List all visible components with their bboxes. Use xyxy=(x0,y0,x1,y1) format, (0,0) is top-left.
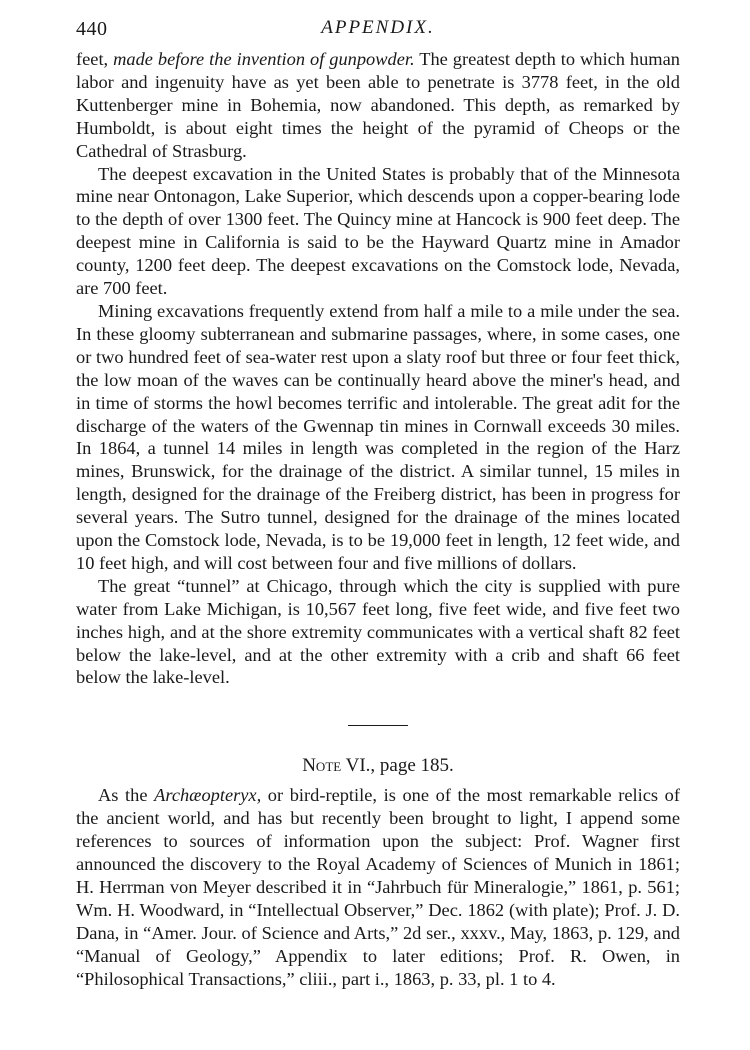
book-page xyxy=(76,14,680,991)
paragraph-text: The greatest depth to which human labor and ingenuity have as yet been able to penetrate is 3778 feet, in the old Kuttenberger mine in Bohemia, now abandoned. This depth, as remarked by Humboldt, is about eight times the height of the pyramid of Cheops or the Cathedral of Strasburg. xyxy=(76,49,680,161)
page-number: 440 xyxy=(76,18,108,40)
paragraph-archaeopteryx xyxy=(76,784,680,990)
paragraph-lead: As the xyxy=(98,785,155,806)
italic-phrase: made before the invention of gunpowder. xyxy=(113,49,415,69)
paragraph-us-excavations: The deepest excavation in the United States is probably that of the Minnesota mine near Ontonagon, Lake Superior, which descends upon a copper-bearing lode to the depth of over 1300 feet. The Quincy mine at Hancock is 900 feet deep. The deepest mine in California is said to be the Hayward Quartz mine in Amador county, 1200 feet deep. The deepest excavations on the Comstock lode, Nevada, are 700 feet. xyxy=(76,163,680,299)
note-heading-rest: VI., page 185. xyxy=(341,755,454,777)
running-title: APPENDIX. xyxy=(321,17,435,38)
paragraph-continued xyxy=(76,48,680,163)
paragraph-undersea-mining: Mining excavations frequently extend from half a mile to a mile under the sea. In these gloomy subterranean and submarine passages, where, in some cases, one or two hundred feet of sea-water rest upon a slaty roof but three or four feet thick, the low moan of the waves can be continually heard above the miner's head, and in time of storms the howl becomes terrific and intolerable. The great adit for the discharge of the waters of the Gwennap tin mines in Cornwall exceeds 30 miles. In 1864, a tunnel 14 miles in length was completed in the region of the Harz mines, Brunswick, for the drainage of the district. A similar tunnel, 15 miles in length, designed for the drainage of the Freiberg district, has been in progress for several years. The Sutro tunnel, designed for the drainage of the mines located upon the Comstock lode, Nevada, is to be 19,000 feet in length, 12 feet wide, and 10 feet high, and will cost between four and five millions of dollars. xyxy=(76,300,680,573)
note-heading-word: Note xyxy=(302,755,342,777)
paragraph-lead: feet, xyxy=(76,49,114,69)
section-divider xyxy=(348,725,408,726)
running-head xyxy=(76,14,680,48)
paragraph-chicago-tunnel: The great “tunnel” at Chicago, through which the city is supplied with pure water from Lake Michigan, is 10,567 feet long, five feet wide, and five feet two inches high, and at the shore extremity communicates with a vertical shaft 82 feet below the lake-level, and at the other extremity with a crib and shaft 66 feet below the lake-level. xyxy=(76,575,680,688)
italic-term: Archæopteryx, xyxy=(154,785,262,806)
note-heading xyxy=(76,754,680,778)
paragraph-text: or bird-reptile, is one of the most remarkable relics of the ancient world, and has but recently been brought to light, I append some references to sources of information upon the subject: Prof. Wagner first announced the discovery to the Royal Academy of Sciences of Munich in 1861; H. Herrman von Meyer described it in “Jahrbuch für Mineralogie,” 1861, p. 561; Wm. H. Woodward, in “Intellectual Observer,” Dec. 1862 (with plate); Prof. J. D. Dana, in “Amer. Jour. of Science and Arts,” 2d ser., xxxv., May, 1863, p. 129, and “Manual of Geology,” Appendix to later editions; Prof. R. Owen, in “Philosophical Transactions,” cliii., part i., 1863, p. 33, pl. 1 to 4. xyxy=(76,785,680,989)
